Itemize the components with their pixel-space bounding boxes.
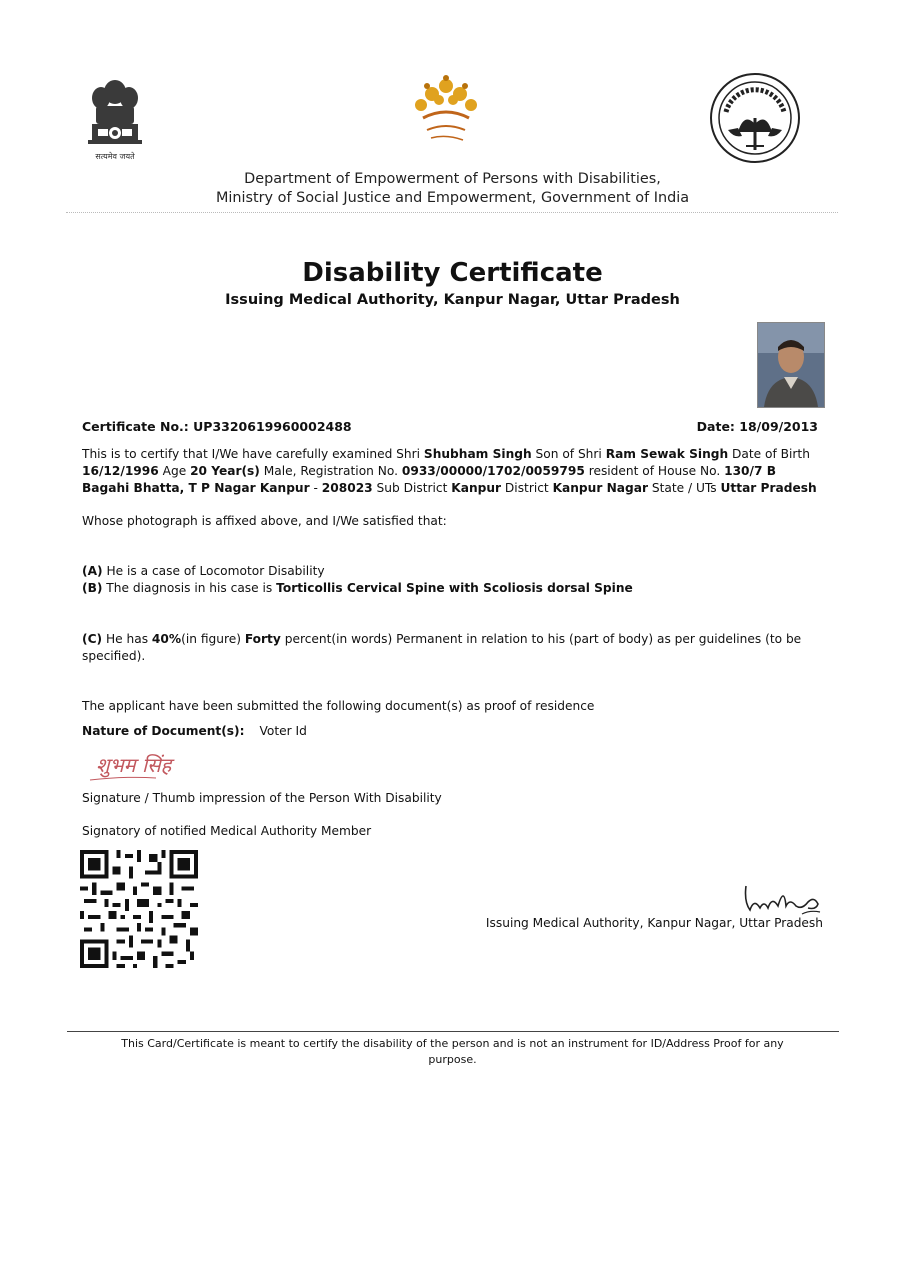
- applicant-name: Shubham Singh: [423, 447, 532, 461]
- document-type: Voter Id: [259, 724, 307, 738]
- clause-c: (C) He has 40%(in figure) Forty percent(in words) Permanent in relation to his (part of body) as per guidelines (to be specified).: [82, 632, 802, 663]
- qr-code: [80, 850, 198, 968]
- certificate-subtitle: Issuing Medical Authority, Kanpur Nagar, Uttar Pradesh: [225, 292, 680, 308]
- authority-caption: Issuing Medical Authority, Kanpur Nagar, Uttar Pradesh: [485, 916, 823, 930]
- photograph-statement: Whose photograph is affixed above, and I/We satisfied that:: [82, 514, 447, 528]
- clause-a: (A) He is a case of Locomotor Disability: [82, 564, 325, 578]
- house-address: 130/7 B Bagahi Bhatta, T P Nagar Kanpur: [82, 464, 776, 495]
- pin-code: 208023: [321, 481, 373, 495]
- ministry-line: Ministry of Social Justice and Empowerment, Government of India: [215, 190, 690, 206]
- disability-percent-words: Forty: [244, 632, 281, 646]
- footer-divider: [67, 1031, 839, 1032]
- diagnosis: Torticollis Cervical Spine with Scoliosis dorsal Spine: [276, 581, 633, 595]
- registration-number: 0933/00000/1702/0059795: [401, 464, 585, 478]
- up-state-emblem-icon: [708, 72, 802, 164]
- state: Uttar Pradesh: [720, 481, 817, 495]
- department-line: Department of Empowerment of Persons with Disabilities,: [244, 171, 661, 187]
- emblem-caption: सत्यमेव जयते: [95, 152, 135, 161]
- certificate-number: Certificate No.: UP3320619960002488: [82, 419, 352, 434]
- clause-b: (B) The diagnosis in his case is Torticollis Cervical Spine with Scoliosis dorsal Spine: [82, 581, 633, 595]
- signature-caption: Signature / Thumb impression of the Person With Disability: [82, 791, 442, 805]
- person-signature: [86, 746, 226, 786]
- sub-district: Kanpur: [451, 481, 502, 495]
- header-divider: [66, 212, 838, 213]
- age: 20 Year(s): [190, 464, 260, 478]
- district: Kanpur Nagar: [552, 481, 648, 495]
- svg-text:शुभम सिंह: शुभम सिंह: [96, 753, 172, 777]
- national-emblem-icon: [82, 72, 148, 164]
- father-name: Ram Sewak Singh: [605, 447, 729, 461]
- applicant-photo: [757, 322, 825, 408]
- footer-disclaimer: This Card/Certificate is meant to certify the disability of the person and is not an instrument for ID/Address Proof for any purpose.: [121, 1037, 784, 1066]
- date-of-birth: 16/12/1996: [82, 464, 159, 478]
- sugamya-bharat-logo-icon: [405, 72, 487, 146]
- nature-of-document: Nature of Document(s): Voter Id: [82, 724, 307, 738]
- signatory-line: Signatory of notified Medical Authority Member: [82, 824, 372, 838]
- certificate-date: Date: 18/09/2013: [696, 419, 818, 434]
- residence-proof-line: The applicant have been submitted the following document(s) as proof of residence: [82, 699, 595, 713]
- authority-signature: [738, 880, 828, 916]
- disability-percent: 40%: [151, 632, 182, 646]
- certification-paragraph: This is to certify that I/We have carefully examined Shri Shubham Singh Son of Shri Ram Sewak Singh Date of Birth 16/12/1996 Age 20 Year(s) Male, Registration No. 0933/00000/1702/0059795 resident of House No. 130/7 B Bagahi Bhatta, T P Nagar Kanpur - 208023 Sub District Kanpur District Kanpur Nagar State / UTs Uttar Pradesh: [82, 447, 817, 495]
- certificate-title: Disability Certificate: [302, 258, 603, 288]
